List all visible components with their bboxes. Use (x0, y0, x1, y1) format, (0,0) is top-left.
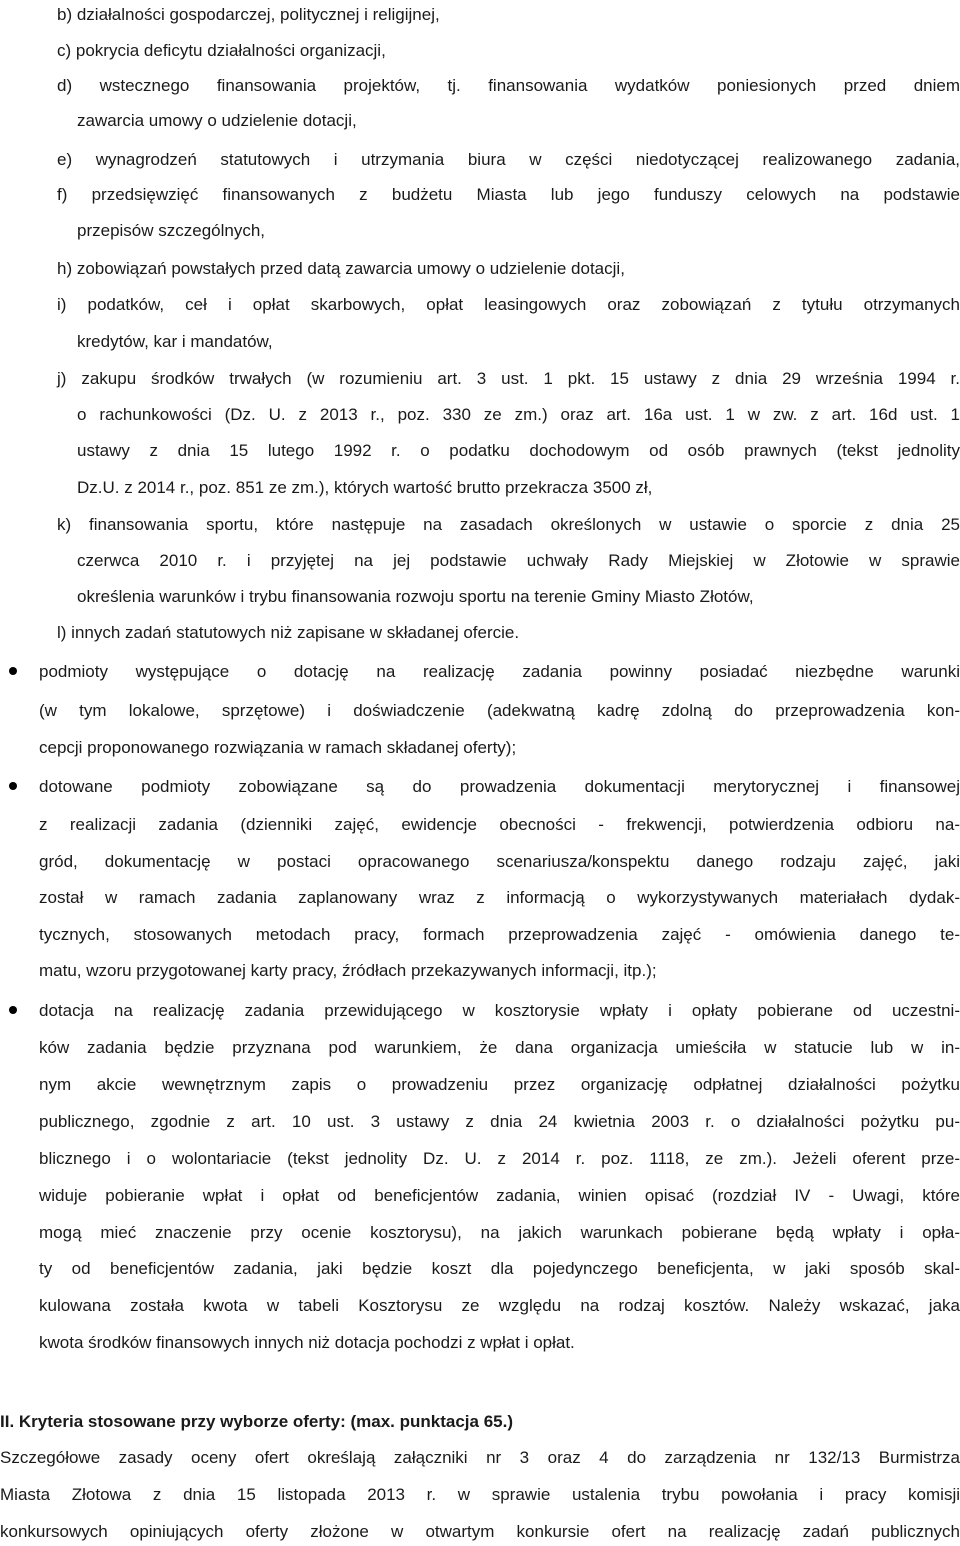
section-heading: II. Kryteria stosowane przy wyborze oferty: (max. punktacja 65.) (0, 1412, 513, 1431)
bullet-3-line-2: ków zadania będzie przyznana pod warunkiem, że dana organizacja umieściła w statucie lub w in- (39, 1038, 960, 1057)
bullet-3-line-6: widuje pobieranie wpłat i opłat od beneficjentów zadania, winien opisać (rozdział IV - Uwagi, które (39, 1186, 960, 1205)
list-item-c: c) pokrycia deficytu działalności organizacji, (57, 41, 386, 60)
list-item-l: l) innych zadań statutowych niż zapisane w składanej ofercie. (57, 623, 520, 642)
list-item-j-cont3: Dz.U. z 2014 r., poz. 851 ze zm.), których wartość brutto przekracza 3500 zł, (77, 478, 653, 497)
bullet-marker (9, 667, 17, 675)
bullet-3-line-8: ty od beneficjentów zadania, jaki będzie koszt dla pojedynczego beneficjenta, w jaki sposób skal- (39, 1259, 960, 1278)
bullet-1-line-3: cepcji proponowanego rozwiązania w ramach składanej oferty); (39, 738, 517, 757)
bullet-2-line-1: dotowane podmioty zobowiązane są do prowadzenia dokumentacji merytorycznej i finansowej (39, 777, 960, 796)
bullet-3-line-9: kulowana została kwota w tabeli Kosztorysu ze względu na rodzaj kosztów. Należy wskazać, jaka (39, 1296, 960, 1315)
bullet-3-line-10: kwota środków finansowych innych niż dotacja pochodzi z wpłat i opłat. (39, 1333, 575, 1352)
bullet-3-line-4: publicznego, zgodnie z art. 10 ust. 3 ustawy z dnia 24 kwietnia 2003 r. o działalności pożytku pu- (39, 1112, 960, 1131)
bullet-2-line-4: został w ramach zadania zaplanowany wraz z informacją o wykorzystywanych materiałach dydak- (39, 888, 960, 907)
bullet-2-line-5: tycznych, stosowanych metodach pracy, formach przeprowadzenia zajęć - omówienia danego te- (39, 925, 960, 944)
bullet-1-line-2: (w tym lokalowe, sprzętowe) i doświadczenie (adekwatną kadrę zdolną do przeprowadzenia kon- (39, 701, 960, 720)
bullet-2-line-2: z realizacji zadania (dzienniki zajęć, ewidencje obecności - frekwencji, potwierdzenia odbioru na- (39, 815, 960, 834)
list-item-f-cont: przepisów szczególnych, (77, 221, 266, 240)
section-body-line-3: konkursowych opiniujących oferty złożone w otwartym konkursie ofert na realizację zadań publicznych (0, 1522, 960, 1541)
bullet-3-line-5: blicznego i o wolontariacie (tekst jednolity Dz. U. z 2014 r. poz. 1118, ze zm.). Jeżeli oferent prze- (39, 1149, 960, 1168)
bullet-1-line-1: podmioty występujące o dotację na realizację zadania powinny posiadać niezbędne warunki (39, 662, 960, 681)
list-item-d: d) wstecznego finansowania projektów, tj. finansowania wydatków poniesionych przed dniem (57, 76, 960, 95)
list-item-k: k) finansowania sportu, które następuje na zasadach określonych w ustawie o sporcie z dnia 25 (57, 515, 960, 534)
list-item-h: h) zobowiązań powstałych przed datą zawarcia umowy o udzielenie dotacji, (57, 259, 625, 278)
list-item-f: f) przedsięwzięć finansowanych z budżetu Miasta lub jego funduszy celowych na podstawie (57, 185, 960, 204)
list-item-i: i) podatków, ceł i opłat skarbowych, opłat leasingowych oraz zobowiązań z tytułu otrzymanych (57, 295, 960, 314)
list-item-k-cont2: określenia warunków i trybu finansowania rozwoju sportu na terenie Gminy Miasto Złotów, (77, 587, 754, 606)
bullet-marker (9, 1006, 17, 1014)
section-body-line-1: Szczegółowe zasady oceny ofert określają załączniki nr 3 oraz 4 do zarządzenia nr 132/13 Burmistrza (0, 1448, 960, 1467)
list-item-k-cont1: czerwca 2010 r. i przyjętej na jej podstawie uchwały Rady Miejskiej w Złotowie w sprawie (77, 551, 960, 570)
bullet-marker (9, 782, 17, 790)
bullet-2-line-6: matu, wzoru przygotowanej karty pracy, źródłach przekazywanych informacji, itp.); (39, 961, 657, 980)
list-item-j-cont1: o rachunkowości (Dz. U. z 2013 r., poz. 330 ze zm.) oraz art. 16a ust. 1 w zw. z art. 16d ust. 1 (77, 405, 960, 424)
bullet-3-line-1: dotacja na realizację zadania przewidującego w kosztorysie wpłaty i opłaty pobierane od uczestni- (39, 1001, 960, 1020)
list-item-j-cont2: ustawy z dnia 15 lutego 1992 r. o podatku dochodowym od osób prawnych (tekst jednolity (77, 441, 960, 460)
list-item-d-cont: zawarcia umowy o udzielenie dotacji, (77, 111, 357, 130)
list-item-j: j) zakupu środków trwałych (w rozumieniu art. 3 ust. 1 pkt. 15 ustawy z dnia 29 września 1994 r. (57, 369, 960, 388)
bullet-3-line-7: mogą mieć znaczenie przy ocenie kosztorysu), na jakich warunkach pobierane będą wpłaty i opła- (39, 1223, 960, 1242)
list-item-b: b) działalności gospodarczej, politycznej i religijnej, (57, 5, 440, 24)
bullet-3-line-3: nym akcie wewnętrznym zapis o prowadzeniu przez organizację odpłatnej działalności pożytku (39, 1075, 960, 1094)
list-item-i-cont: kredytów, kar i mandatów, (77, 332, 273, 351)
list-item-e: e) wynagrodzeń statutowych i utrzymania biura w części niedotyczącej realizowanego zadania, (57, 150, 960, 169)
section-body-line-2: Miasta Złotowa z dnia 15 listopada 2013 r. w sprawie ustalenia trybu powołania i pracy komisji (0, 1485, 960, 1504)
bullet-2-line-3: gród, dokumentację w postaci opracowanego scenariusza/konspektu danego rodzaju zajęć, jaki (39, 852, 960, 871)
